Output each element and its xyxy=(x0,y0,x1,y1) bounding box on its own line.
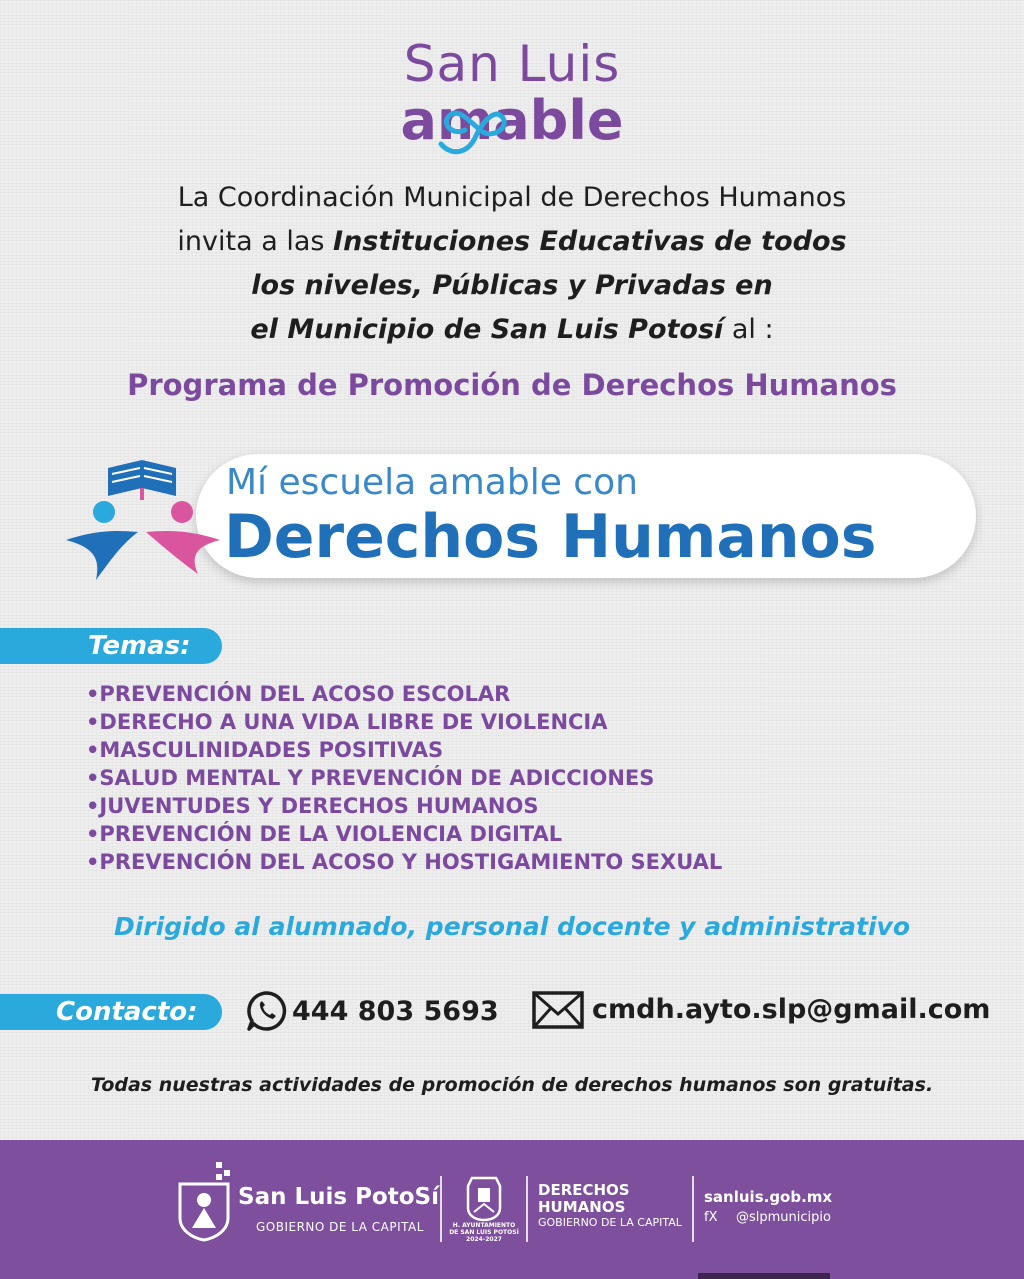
intro-municipio: el Municipio de San Luis Potosí xyxy=(250,314,724,345)
san-luis-amable-logo xyxy=(0,36,1024,150)
footer-band xyxy=(0,1140,1024,1279)
intro-levels: los niveles, Públicas y Privadas en xyxy=(251,270,773,301)
topic-item: •PREVENCIÓN DE LA VIOLENCIA DIGITAL xyxy=(86,822,563,846)
footer-divider xyxy=(692,1176,694,1242)
logo-line1: San Luis xyxy=(403,35,621,93)
topics-list xyxy=(86,680,986,876)
facebook-x-icon: fX xyxy=(704,1210,718,1225)
topic-item: •SALUD MENTAL Y PREVENCIÓN DE ADICCIONES xyxy=(86,766,655,790)
ayuntamiento-text: H. AYUNTAMIENTO DE SAN LUIS POTOSÍ 2024-2027 xyxy=(449,1222,519,1243)
whatsapp-icon xyxy=(246,990,288,1032)
topic-item: •DERECHO A UNA VIDA LIBRE DE VIOLENCIA xyxy=(86,710,608,734)
phone-number[interactable]: 444 803 5693 xyxy=(292,996,499,1027)
coat-of-arms-icon xyxy=(176,1160,232,1242)
logo-line2-text: amable xyxy=(400,89,624,152)
website-link[interactable]: sanluis.gob.mx xyxy=(704,1188,833,1206)
footer-accent-bar xyxy=(698,1273,830,1279)
intro-line4 xyxy=(40,308,984,352)
intro-line1: La Coordinación Municipal de Derechos Humanos xyxy=(177,182,847,213)
envelope-icon xyxy=(532,990,584,1030)
topic-item: •PREVENCIÓN DEL ACOSO ESCOLAR xyxy=(86,682,511,706)
topic-item: •MASCULINIDADES POSITIVAS xyxy=(86,738,444,762)
program-logo-line1: Mí escuela amable con xyxy=(226,462,638,503)
intro-invite: invita a las xyxy=(177,226,334,257)
derechos-humanos-subtitle: GOBIERNO DE LA CAPITAL xyxy=(538,1216,682,1229)
program-logo-line2: Derechos Humanos xyxy=(224,502,877,572)
children-book-icon xyxy=(56,440,226,590)
footer-divider xyxy=(440,1176,442,1242)
san-luis-potosi-name: San Luis PotoSí xyxy=(238,1184,439,1210)
program-title: Programa de Promoción de Derechos Humanos xyxy=(127,368,897,402)
temas-label: Temas: xyxy=(0,628,222,664)
footer-divider xyxy=(526,1176,528,1242)
email-address[interactable]: cmdh.ayto.slp@gmail.com xyxy=(592,994,991,1025)
intro-paragraph xyxy=(40,176,984,352)
topic-item: •PREVENCIÓN DEL ACOSO Y HOSTIGAMIENTO SEXUAL xyxy=(86,850,723,874)
intro-al: al : xyxy=(723,314,774,345)
program-logo xyxy=(46,440,976,590)
intro-institutions: Instituciones Educativas de todos xyxy=(333,226,847,257)
intro-line2 xyxy=(40,220,984,264)
gobierno-capital-subtitle: GOBIERNO DE LA CAPITAL xyxy=(256,1220,424,1234)
audience-text: Dirigido al alumnado, personal docente y administrativo xyxy=(113,912,911,941)
derechos-humanos-line2: HUMANOS xyxy=(538,1198,626,1216)
contact-label: Contacto: xyxy=(0,994,222,1030)
ayuntamiento-crest-icon xyxy=(456,1172,512,1222)
logo-line2 xyxy=(400,89,624,152)
intro-line3 xyxy=(40,264,984,308)
social-handle[interactable]: @slpmunicipio xyxy=(736,1210,831,1225)
derechos-humanos-line1: DERECHOS xyxy=(538,1181,630,1199)
free-activities-note: Todas nuestras actividades de promoción de derechos humanos son gratuitas. xyxy=(90,1074,934,1096)
heart-ribbon-icon xyxy=(437,94,513,156)
topic-item: •JUVENTUDES Y DERECHOS HUMANOS xyxy=(86,794,539,818)
